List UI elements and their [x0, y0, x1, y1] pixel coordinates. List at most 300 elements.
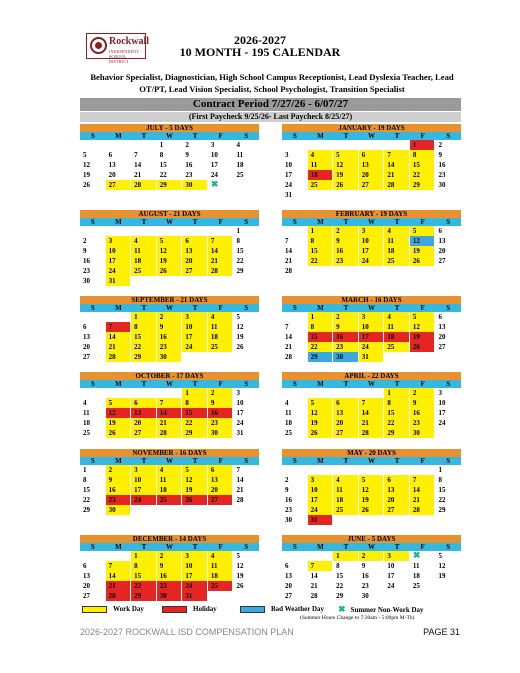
day-cell: 31	[233, 428, 259, 438]
day-cell: 1	[308, 226, 334, 236]
day-of-week-label: T	[141, 380, 147, 388]
day-of-week-label: M	[317, 218, 324, 226]
month-title: NOVEMBER - 16 DAYS	[80, 449, 259, 457]
day-of-week-label: T	[343, 218, 349, 226]
day-of-week-header	[282, 457, 461, 465]
day-cell: 8	[410, 150, 436, 160]
day-cell: 12	[435, 561, 461, 571]
day-cell: 20	[106, 170, 132, 180]
day-of-week-label: S	[90, 543, 95, 551]
day-cell: 9	[80, 246, 106, 256]
day-of-week-label: F	[218, 132, 223, 140]
day-cell: 2	[333, 226, 359, 236]
day-cell: 10	[106, 246, 132, 256]
day-cell: 10	[233, 398, 259, 408]
day-cell: 20	[131, 418, 157, 428]
day-of-week-label: S	[244, 132, 249, 140]
month-calendar	[282, 535, 461, 601]
day-cell: 24	[359, 342, 385, 352]
day-cell: 2	[410, 388, 436, 398]
day-cell: 29	[182, 428, 208, 438]
day-cell: 1	[233, 226, 259, 236]
day-cell: 4	[157, 465, 183, 475]
day-cell: 20	[359, 170, 385, 180]
day-cell: 15	[308, 332, 334, 342]
day-cell: 2	[106, 465, 132, 475]
day-cell	[208, 226, 234, 236]
day-cell: 14	[359, 408, 385, 418]
day-cell: 7	[384, 150, 410, 160]
day-cell: 19	[359, 495, 385, 505]
day-cell: 11	[233, 150, 259, 160]
week-row	[80, 388, 259, 398]
roles-list: Behavior Specialist, Diagnostician, High School Campus Receptionist, Lead Dyslexia Teacher, Lead OT/PT, Lead Vision Specialist, School Psychologist, Transition Specialist	[90, 72, 454, 94]
day-of-week-header	[282, 304, 461, 312]
day-of-week-header	[282, 543, 461, 551]
day-cell	[435, 591, 461, 601]
day-cell: 2	[80, 236, 106, 246]
day-cell: 25	[308, 180, 334, 190]
day-cell	[182, 276, 208, 286]
day-cell	[435, 515, 461, 525]
week-row	[282, 246, 461, 256]
day-cell: 3	[106, 236, 132, 246]
week-row	[282, 332, 461, 342]
month-title: APRIL - 22 DAYS	[282, 372, 461, 380]
day-cell: 28	[359, 428, 385, 438]
day-cell: 18	[157, 485, 183, 495]
day-cell: 1	[131, 551, 157, 561]
day-cell	[333, 140, 359, 150]
day-cell: 29	[131, 352, 157, 362]
day-cell: 14	[282, 246, 308, 256]
day-cell	[435, 428, 461, 438]
day-cell: 8	[157, 150, 183, 160]
day-cell: 25	[208, 342, 234, 352]
day-cell	[435, 266, 461, 276]
day-cell: 3	[182, 551, 208, 561]
day-cell: 15	[80, 485, 106, 495]
day-of-week-label: F	[420, 380, 425, 388]
day-cell: 25	[208, 581, 234, 591]
day-of-week-label: T	[141, 304, 147, 312]
day-cell	[282, 312, 308, 322]
day-cell: 1	[308, 312, 334, 322]
day-cell: 6	[282, 561, 308, 571]
day-cell: 12	[80, 160, 106, 170]
day-cell: 19	[410, 332, 436, 342]
day-cell: 27	[359, 180, 385, 190]
day-cell	[182, 505, 208, 515]
day-cell	[410, 352, 436, 362]
day-of-week-header	[80, 218, 259, 226]
day-cell: 8	[384, 398, 410, 408]
day-cell	[435, 352, 461, 362]
summer-hours-note: (Summer Hours Change to 7:30am - 5:00pm M-Th)	[300, 615, 415, 621]
summer-non-work-icon: ✖	[338, 604, 346, 614]
month-calendar	[80, 124, 259, 190]
week-row	[80, 312, 259, 322]
day-cell: 1	[410, 140, 436, 150]
day-cell	[282, 388, 308, 398]
day-of-week-label: S	[244, 380, 249, 388]
day-cell: 13	[131, 408, 157, 418]
day-cell: 6	[80, 322, 106, 332]
legend-holiday	[162, 605, 217, 613]
week-row	[80, 180, 259, 190]
day-cell: 10	[208, 150, 234, 160]
day-of-week-label: S	[244, 218, 249, 226]
day-cell: 19	[233, 571, 259, 581]
day-of-week-label: W	[368, 543, 376, 551]
day-cell	[182, 352, 208, 362]
day-cell: 9	[106, 475, 132, 485]
day-cell	[308, 465, 334, 475]
day-cell: 23	[333, 342, 359, 352]
day-cell: 22	[333, 581, 359, 591]
day-of-week-label: M	[115, 457, 122, 465]
day-cell: 26	[233, 581, 259, 591]
day-of-week-label: T	[343, 304, 349, 312]
day-cell: 17	[131, 485, 157, 495]
day-cell	[80, 388, 106, 398]
day-cell	[384, 591, 410, 601]
day-cell: 16	[359, 571, 385, 581]
month-calendar	[80, 296, 259, 362]
day-cell: 4	[384, 226, 410, 236]
day-cell: 13	[435, 322, 461, 332]
day-cell: 27	[106, 180, 132, 190]
day-cell: 25	[384, 342, 410, 352]
day-cell: 14	[131, 160, 157, 170]
week-row	[282, 256, 461, 266]
day-of-week-label: S	[446, 543, 451, 551]
day-cell: 19	[333, 170, 359, 180]
month-calendar	[80, 372, 259, 438]
week-row	[282, 150, 461, 160]
day-of-week-header	[80, 304, 259, 312]
day-cell: 22	[80, 495, 106, 505]
day-cell: 15	[410, 160, 436, 170]
month-calendar	[282, 296, 461, 362]
week-row	[80, 276, 259, 286]
day-cell: 17	[182, 571, 208, 581]
day-of-week-label: S	[90, 457, 95, 465]
day-cell: 3	[435, 388, 461, 398]
day-of-week-label: W	[166, 543, 174, 551]
legend-bad-weather	[240, 605, 324, 613]
day-cell: 24	[182, 581, 208, 591]
day-cell: 14	[233, 475, 259, 485]
day-cell	[80, 140, 106, 150]
day-cell: 29	[384, 428, 410, 438]
day-cell	[233, 505, 259, 515]
week-row	[80, 332, 259, 342]
day-cell	[282, 226, 308, 236]
day-cell: 30	[208, 428, 234, 438]
day-of-week-label: W	[368, 218, 376, 226]
day-cell	[282, 465, 308, 475]
day-cell: 1	[435, 465, 461, 475]
day-cell: 15	[131, 571, 157, 581]
day-cell: 11	[208, 561, 234, 571]
day-of-week-label: S	[90, 304, 95, 312]
day-cell: 21	[106, 342, 132, 352]
month-title: JULY - 5 DAYS	[80, 124, 259, 132]
day-cell: 26	[308, 428, 334, 438]
day-cell: 12	[308, 408, 334, 418]
day-cell: 2	[208, 388, 234, 398]
day-cell: 24	[106, 266, 132, 276]
day-cell: 17	[308, 495, 334, 505]
month-title: OCTOBER - 17 DAYS	[80, 372, 259, 380]
day-cell	[80, 312, 106, 322]
week-row	[282, 180, 461, 190]
day-cell: 21	[384, 170, 410, 180]
day-cell: 3	[384, 551, 410, 561]
day-cell: 21	[208, 256, 234, 266]
day-of-week-label: S	[90, 218, 95, 226]
day-of-week-label: M	[317, 380, 324, 388]
day-cell	[435, 190, 461, 200]
day-cell	[410, 266, 436, 276]
day-cell: 6	[182, 236, 208, 246]
day-cell: 29	[333, 591, 359, 601]
day-cell: 1	[333, 551, 359, 561]
day-cell: 5	[410, 312, 436, 322]
day-cell: 23	[80, 266, 106, 276]
week-row	[282, 581, 461, 591]
footer-plan-title: 2026-2027 ROCKWALL ISD COMPENSATION PLAN	[80, 627, 294, 637]
day-of-week-label: W	[368, 380, 376, 388]
day-cell	[333, 515, 359, 525]
day-cell: 17	[359, 332, 385, 342]
day-cell: 30	[157, 352, 183, 362]
day-cell: 14	[384, 160, 410, 170]
day-cell	[359, 140, 385, 150]
day-cell: 10	[435, 398, 461, 408]
day-cell: 14	[106, 571, 132, 581]
day-cell: 15	[384, 408, 410, 418]
day-cell: 17	[384, 571, 410, 581]
day-cell: 28	[410, 505, 436, 515]
day-of-week-label: T	[192, 543, 198, 551]
day-cell: 22	[131, 342, 157, 352]
day-cell: 2	[157, 312, 183, 322]
day-of-week-label: T	[192, 304, 198, 312]
day-cell: 18	[208, 332, 234, 342]
day-cell	[233, 180, 259, 190]
day-cell: 4	[308, 150, 334, 160]
day-cell: 23	[333, 256, 359, 266]
day-cell: 31	[182, 591, 208, 601]
contract-period-banner: Contract Period 7/27/26 - 6/07/27	[80, 98, 461, 111]
day-of-week-label: S	[244, 457, 249, 465]
day-cell	[106, 140, 132, 150]
day-cell: 28	[282, 266, 308, 276]
legend-work-label: Work Day	[113, 605, 144, 613]
day-cell: 21	[410, 495, 436, 505]
day-cell: 30	[333, 352, 359, 362]
day-cell: 2	[182, 140, 208, 150]
day-cell: 7	[233, 465, 259, 475]
day-cell: 30	[157, 591, 183, 601]
day-of-week-header	[80, 543, 259, 551]
day-cell: 5	[435, 551, 461, 561]
day-of-week-header	[282, 218, 461, 226]
day-cell: 21	[282, 342, 308, 352]
day-cell: 27	[80, 352, 106, 362]
day-cell: 11	[282, 408, 308, 418]
day-cell: 13	[80, 332, 106, 342]
day-of-week-label: M	[317, 457, 324, 465]
day-cell: 27	[384, 505, 410, 515]
day-cell	[333, 465, 359, 475]
day-cell: 19	[106, 418, 132, 428]
week-row	[80, 236, 259, 246]
day-cell: 8	[80, 475, 106, 485]
day-of-week-label: T	[192, 218, 198, 226]
day-cell: 20	[80, 342, 106, 352]
day-cell: 16	[182, 160, 208, 170]
day-of-week-label: T	[343, 380, 349, 388]
day-cell: 15	[308, 246, 334, 256]
week-row	[80, 150, 259, 160]
day-cell: 16	[435, 160, 461, 170]
bad-weather-swatch	[240, 606, 265, 613]
day-cell: 28	[106, 591, 132, 601]
week-row	[282, 465, 461, 475]
day-cell: 12	[233, 322, 259, 332]
day-cell: 7	[410, 475, 436, 485]
day-cell: 23	[359, 581, 385, 591]
day-cell	[282, 551, 308, 561]
day-cell: 8	[233, 236, 259, 246]
day-cell	[308, 266, 334, 276]
day-cell	[410, 465, 436, 475]
day-cell: 24	[233, 418, 259, 428]
day-cell: 29	[410, 180, 436, 190]
day-of-week-label: S	[292, 380, 297, 388]
day-cell: 29	[131, 591, 157, 601]
week-row	[80, 398, 259, 408]
day-cell	[359, 388, 385, 398]
week-row	[80, 551, 259, 561]
day-cell: 25	[384, 256, 410, 266]
day-of-week-label: S	[292, 304, 297, 312]
day-cell: 11	[80, 408, 106, 418]
day-cell: 17	[359, 246, 385, 256]
day-cell: 29	[435, 505, 461, 515]
day-cell: 12	[410, 236, 436, 246]
footer-page-number: PAGE 31	[423, 627, 460, 637]
day-cell: 4	[233, 140, 259, 150]
day-cell: 15	[157, 160, 183, 170]
legend-bad-weather-label: Bad Weather Day	[271, 605, 325, 613]
day-cell: 6	[208, 465, 234, 475]
day-cell: 13	[333, 408, 359, 418]
week-row	[80, 591, 259, 601]
day-cell: 27	[435, 342, 461, 352]
week-row	[282, 495, 461, 505]
day-cell: 5	[157, 236, 183, 246]
day-cell	[308, 140, 334, 150]
day-cell: 19	[410, 246, 436, 256]
day-cell	[333, 266, 359, 276]
day-of-week-label: T	[394, 304, 400, 312]
day-cell	[131, 505, 157, 515]
day-of-week-label: T	[141, 132, 147, 140]
day-cell: 10	[308, 485, 334, 495]
day-cell: 31	[106, 276, 132, 286]
week-row	[282, 170, 461, 180]
day-cell: 3	[308, 475, 334, 485]
summer-non-work-icon: ✖	[412, 550, 421, 560]
day-cell: 14	[308, 571, 334, 581]
day-cell: 17	[233, 408, 259, 418]
day-cell: 24	[435, 418, 461, 428]
month-calendar	[80, 449, 259, 515]
day-cell: 9	[157, 561, 183, 571]
day-of-week-label: S	[292, 543, 297, 551]
day-cell: 26	[106, 428, 132, 438]
day-cell	[157, 226, 183, 236]
day-cell: 24	[359, 256, 385, 266]
week-row	[80, 581, 259, 591]
day-cell: 2	[333, 312, 359, 322]
week-row	[80, 352, 259, 362]
day-cell	[131, 276, 157, 286]
day-cell: 20	[80, 581, 106, 591]
day-of-week-label: S	[90, 132, 95, 140]
day-cell: 30	[410, 428, 436, 438]
day-of-week-header	[282, 132, 461, 140]
day-of-week-label: S	[446, 304, 451, 312]
day-cell: 23	[282, 505, 308, 515]
day-cell: 28	[106, 352, 132, 362]
day-cell: 16	[208, 408, 234, 418]
day-cell: 24	[182, 342, 208, 352]
day-cell: 20	[282, 581, 308, 591]
day-cell	[80, 551, 106, 561]
month-title: AUGUST - 21 DAYS	[80, 210, 259, 218]
day-cell: 17	[282, 170, 308, 180]
day-cell: 3	[359, 312, 385, 322]
day-cell	[384, 515, 410, 525]
day-cell: 19	[308, 418, 334, 428]
day-cell: 9	[208, 398, 234, 408]
day-of-week-label: T	[343, 132, 349, 140]
day-of-week-label: W	[166, 218, 174, 226]
day-cell: 20	[435, 246, 461, 256]
day-cell: 31	[282, 190, 308, 200]
day-cell: 30	[106, 505, 132, 515]
day-cell: 8	[308, 236, 334, 246]
month-calendar	[80, 535, 259, 601]
day-cell: 11	[208, 322, 234, 332]
week-row	[282, 160, 461, 170]
day-cell: 29	[308, 352, 334, 362]
day-cell: 22	[182, 418, 208, 428]
day-cell: 13	[208, 475, 234, 485]
day-of-week-label: S	[446, 380, 451, 388]
day-cell	[106, 226, 132, 236]
day-cell: 26	[182, 495, 208, 505]
month-title: FEBRUARY - 19 DAYS	[282, 210, 461, 218]
day-cell: 20	[435, 332, 461, 342]
week-row	[282, 551, 461, 561]
week-row	[80, 465, 259, 475]
